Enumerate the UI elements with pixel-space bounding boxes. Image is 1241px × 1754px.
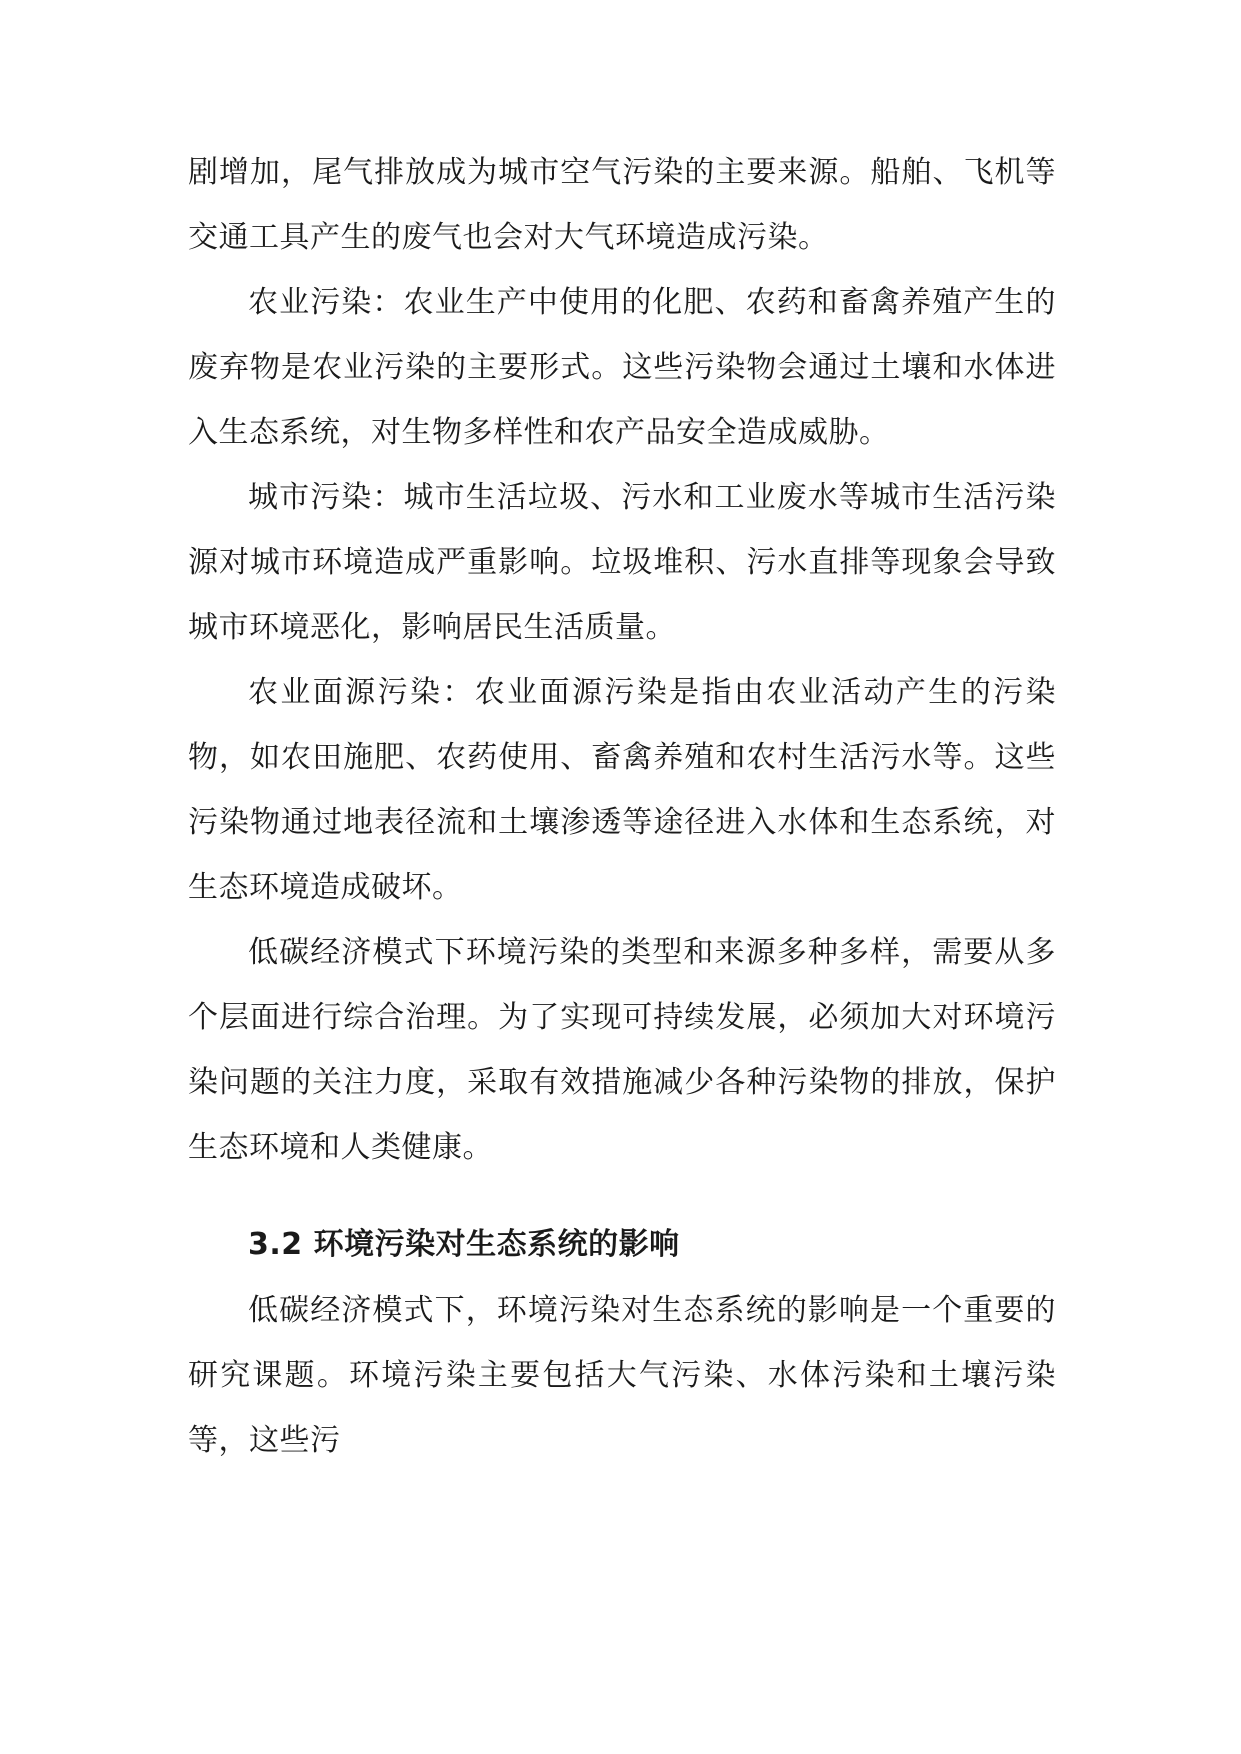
section-heading: 3.2 环境污染对生态系统的影响 — [248, 1227, 680, 1262]
paragraph-section-intro: 低碳经济模式下，环境污染对生态系统的影响是一个重要的研究课题。环境污染主要包括大气污染、水体污染和土壤污染等，这些污 — [188, 1293, 1056, 1458]
paragraph-continuation: 剧增加，尾气排放成为城市空气污染的主要来源。船舶、飞机等交通工具产生的废气也会对大气环境造成污染。 — [188, 155, 1056, 255]
paragraph-agricultural-pollution: 农业污染：农业生产中使用的化肥、农药和畜禽养殖产生的废弃物是农业污染的主要形式。这些污染物会通过土壤和水体进入生态系统，对生物多样性和农产品安全造成威胁。 — [188, 285, 1056, 450]
paragraph-summary: 低碳经济模式下环境污染的类型和来源多种多样，需要从多个层面进行综合治理。为了实现可持续发展，必须加大对环境污染问题的关注力度，采取有效措施减少各种污染物的排放，保护生态环境和人类健康。 — [188, 935, 1056, 1165]
document-body — [188, 140, 1056, 1473]
paragraph-urban-pollution: 城市污染：城市生活垃圾、污水和工业废水等城市生活污染源对城市环境造成严重影响。垃圾堆积、污水直排等现象会导致城市环境恶化，影响居民生活质量。 — [188, 480, 1056, 645]
paragraph-agricultural-nonpoint-pollution: 农业面源污染：农业面源污染是指由农业活动产生的污染物，如农田施肥、农药使用、畜禽养殖和农村生活污水等。这些污染物通过地表径流和土壤渗透等途径进入水体和生态系统，对生态环境造成破坏。 — [188, 675, 1056, 905]
